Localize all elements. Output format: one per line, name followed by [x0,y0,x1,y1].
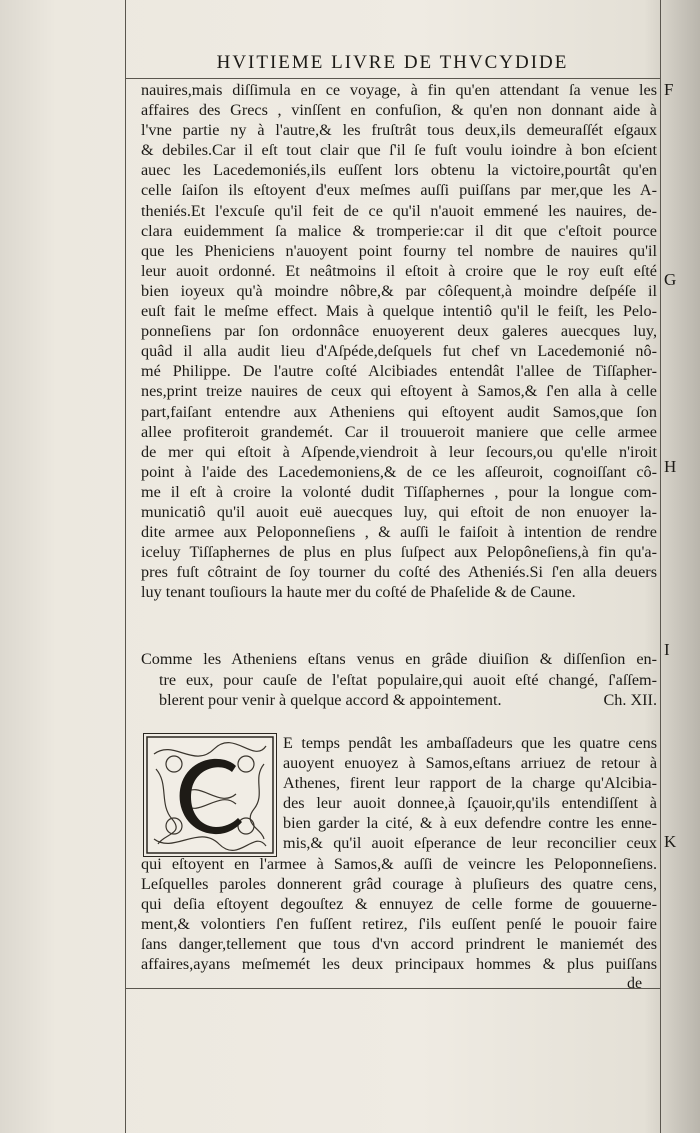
text-line: Athenes, firent leur rapport de la charge qu'Alcibia- [283,774,657,793]
text-line: bien ioyeux qu'à moindre nôbre,& par côſequent,à moindre deſpéſe il [141,281,657,300]
chapter-heading-line: tre eux, pour cauſe de l'eſtat populaire,qui auoit eſté changé, ſ'aſſem- [159,670,657,689]
ornamental-drop-cap [143,733,277,857]
margin-letter-h: H [664,457,677,476]
text-line: mé Philippe. De l'autre coſté Alcibiades entendât l'allee de Tiſſapher- [141,362,657,381]
text-line: affaires des Grecs , vinſſent en confuſion, & qu'en non donnant aide à [141,101,657,120]
text-line: Leſquelles paroles donnerent grâd courage à pluſieurs des quatre cens, [141,875,657,894]
text-line: celle ſaiſon ils eſtoyent d'eux meſmes auſſi puiſſans par mer,que les A- [141,181,657,200]
text-line: qui eſtoyent en l'armee à Samos,& auſſi de veincre les Peloponneſiens. [141,855,657,873]
left-margin-rule [125,0,126,1133]
margin-letter-g: G [664,270,677,289]
catch-word: de [627,975,643,992]
text-line: leur auoit ordonné. Et neâtmoins il eſtoit à croire que le roy euſt eſté [141,261,657,280]
margin-letter-i: I [664,640,670,659]
text-line: auec les Lacedemoniés,ils euſſent lors obtenu la victoire,pourtât qu'en [141,161,657,180]
text-line: E temps pendât les ambaſſadeurs que les quatre cens [283,734,657,752]
text-line: pres fuſt côtraint de ſoy tourner du coſté des Atheniés.Si ſ'en alla deuers [141,563,657,582]
margin-letter-f: F [664,80,674,99]
text-line: luy tenant touſiours la haute mer du coſté de Phaſelide & de Caune. [141,583,576,602]
text-line: quâd il alla audit lieu d'Aſpéde,deſquels fut chef vn Lacedemonié nô- [141,342,657,361]
text-line: l'vne partie ny à l'autre,& les fruſtrât tous deux,ils demeuraſſét eſgaux [141,121,657,140]
head-rule [125,78,660,79]
text-line: point à l'aide des Lacedemoniens,& de ce les aſſeuroit, cognoiſſant cô- [141,462,657,481]
text-line: nauires,mais diſſimula en ce voyage, à fin qu'en attendant ſa venue les [141,81,657,99]
chapter-heading-line [141,690,657,711]
text-line: auoyent enuoyez à Samos,eſtans arriuez de retour à [283,754,657,773]
text-line: affaires,ayans meſmemét les deux principaux hommes & plus puiſſans [141,955,657,974]
text-line: des leur auoit donnee,à ſçauoir,qu'ils entendiſſent à [283,794,657,813]
text-line: dite armee aux Peloponneſiens , & auſſi le faiſoit à intention de rendre [141,523,657,542]
text-line: euſt fait le meſme effect. Mais à quelque intentiô qu'il le feiſt, les Pelo- [141,302,657,321]
foot-rule [125,988,660,989]
text-line: ſans danger,tellement que tous d'vn accord prindrent le maniemét des [141,935,657,954]
text-line: qui deſia eſtoyent degouſtez & ennuyez de celle forme de gouuerne- [141,895,657,914]
text-line: allee profiteroit grandemét. Car il trouueroit maniere que celle armee [141,422,657,441]
text-line: part,faiſant entendre aux Atheniens qui eſtoyent audit Samos,que ſon [141,402,657,421]
paragraph-top [141,80,657,602]
text-line: municatiô qu'il auoit euë auecques luy, qui eſtoit de non enuoyer la- [141,502,657,521]
text-line: nes,print treize nauires de ceux qui eſtoyent à Samos,& ſ'en alla à celle [141,382,657,401]
text-line: iceluy Tiſſaphernes de plus en plus ſuſpect aux Pelopôneſiens,à fin qu'a- [141,543,657,562]
text-line: de mer qui eſtoit à Aſpende,viendroit à leur ſecours,ou qu'elle n'iroit [141,442,657,461]
text-line: & debiles.Car il eſt tout clair que ſ'il ſe fuſt voulu ioindre à bon eſcient [141,141,657,160]
text-line: theniés.Et l'excuſe qu'il feit de ce qu'il n'auoit emmené les nauires, de- [141,201,657,220]
text-line: me il eſt à croire la volonté dudit Tiſſaphernes , pour la longue com- [141,482,657,501]
chapter-number: Ch. XII. [603,691,657,709]
running-head: HVITIEME LIVRE DE THVCYDIDE [216,52,569,73]
paragraph-bottom-indented [283,733,657,854]
text-line: ponneſiens par ſon ordonnâce enuoyerent deux galeres auecques luy, [141,322,657,341]
chapter-heading-line-text: blerent pour venir à quelque accord & appointement. [159,691,502,709]
right-margin-rule [660,0,661,1133]
text-line: bien garder la cité, & à eux defendre contre les enne- [283,814,657,833]
text-line: que les Pheniciens n'auoyent point fourny tel nombre de nauires qu'il [141,241,657,260]
text-line: mis,& qu'il auoit eſperance de leur reconcilier ceux [283,834,657,853]
drop-cap-ornament-icon [144,734,276,856]
margin-letter-k: K [664,832,677,851]
text-line: ment,& volontiers ſ'en fuſſent retirez, ſ'ils euſſent penſé le pouoir faire [141,915,657,934]
chapter-heading-line: Comme les Atheniens eſtans venus en grâde diuiſion & diſſenſion en- [141,650,657,668]
text-line: clara euidemment ſa malice & tromperie:car il dit que c'eſtoit pource [141,221,657,240]
paragraph-bottom-full [141,854,657,975]
chapter-heading [141,649,657,711]
